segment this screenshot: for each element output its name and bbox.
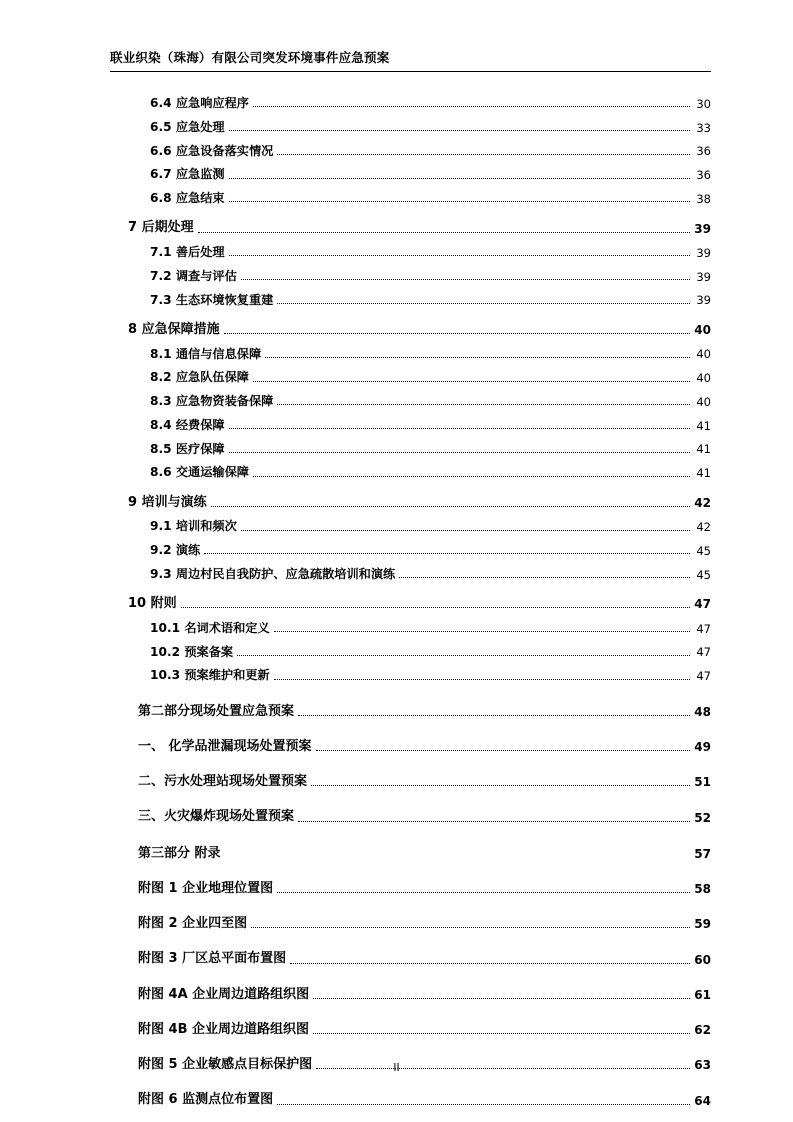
- toc-entry-label: 附图 4B 企业周边道路组织图: [138, 1021, 310, 1037]
- toc-leader-dots: [229, 130, 690, 131]
- toc-entry-label: 9.2 演练: [150, 543, 201, 557]
- toc-entry-page: 49: [694, 740, 711, 754]
- toc-entry-page: 47: [696, 669, 711, 684]
- toc-entry[interactable]: [110, 774, 711, 790]
- toc-leader-dots: [399, 577, 690, 578]
- toc-leader-dots: [181, 607, 690, 608]
- toc-entry[interactable]: [110, 370, 711, 385]
- toc-entry-page: 38: [696, 191, 711, 206]
- toc-leader-dots: [224, 333, 690, 334]
- toc-entry-label: 第二部分现场处置应急预案: [138, 703, 295, 719]
- toc-entry[interactable]: [110, 394, 711, 409]
- toc-entry[interactable]: [110, 144, 711, 159]
- toc-entry[interactable]: [110, 191, 711, 206]
- toc-entry[interactable]: [110, 596, 711, 612]
- toc-entry-page: 41: [696, 442, 711, 457]
- toc-entry[interactable]: [110, 916, 711, 932]
- toc-entry-page: 40: [696, 347, 711, 362]
- toc-entry[interactable]: [110, 881, 711, 897]
- toc-entry-label: 附图 1 企业地理位置图: [138, 880, 274, 896]
- page-header: 联业织染（珠海）有限公司突发环境事件应急预案: [110, 48, 711, 72]
- toc-entry-label: 7.2 调查与评估: [150, 268, 237, 283]
- toc-entry[interactable]: [110, 322, 711, 338]
- toc-leader-dots: [277, 303, 690, 304]
- toc-entry-page: 64: [694, 1093, 711, 1108]
- toc-entry-label: 附图 3 厂区总平面布置图: [138, 951, 287, 967]
- toc-leader-dots: [290, 963, 690, 964]
- toc-entry-page: 36: [696, 168, 711, 183]
- toc-entry-label: 6.7 应急监测: [150, 167, 225, 182]
- toc-leader-dots: [229, 178, 690, 179]
- toc-entry[interactable]: [110, 809, 711, 825]
- toc-entry-page: 33: [696, 120, 711, 135]
- toc-leader-dots: [253, 476, 690, 477]
- toc-entry-page: 57: [694, 846, 711, 861]
- toc-entry[interactable]: [110, 245, 711, 260]
- toc-leader-dots: [251, 927, 690, 928]
- toc-entry-page: 41: [696, 466, 711, 481]
- toc-leader-dots: [313, 998, 690, 999]
- toc-leader-dots: [313, 1033, 690, 1034]
- toc-leader-dots: [277, 1104, 690, 1105]
- toc-entry-label: 7.3 生态环境恢复重建: [150, 292, 274, 307]
- page-footer: II: [393, 1062, 400, 1074]
- table-of-contents: [110, 96, 711, 1109]
- toc-entry-page: 42: [694, 495, 711, 510]
- toc-entry-label: 附图 6 监测点位布置图: [138, 1092, 274, 1108]
- toc-entry-label: 6.6 应急设备落实情况: [150, 143, 274, 158]
- toc-entry[interactable]: [110, 704, 711, 720]
- toc-entry-label: 一、 化学品泄漏现场处置预案: [138, 738, 312, 754]
- toc-entry-label: 8.3 应急物资装备保障: [150, 394, 274, 408]
- toc-entry[interactable]: [110, 220, 711, 236]
- toc-leader-dots: [229, 428, 690, 429]
- toc-leader-dots: [241, 530, 690, 531]
- toc-entry[interactable]: [110, 347, 711, 362]
- toc-leader-dots: [277, 404, 690, 405]
- toc-entry[interactable]: [110, 846, 711, 862]
- toc-entry-page: 47: [694, 597, 711, 612]
- toc-leader-dots: [237, 655, 690, 656]
- toc-entry[interactable]: [110, 120, 711, 135]
- toc-leader-dots: [198, 232, 690, 233]
- toc-entry-label: 10.2 预案备案: [150, 644, 234, 659]
- toc-entry[interactable]: [110, 167, 711, 182]
- toc-entry-label: 9.1 培训和频次: [150, 519, 237, 534]
- toc-leader-dots: [241, 279, 690, 280]
- toc-entry-page: 39: [696, 245, 711, 260]
- toc-entry[interactable]: [110, 269, 711, 284]
- toc-entry-page: 63: [694, 1058, 711, 1073]
- toc-leader-dots: [277, 892, 690, 893]
- toc-entry-label: 8.2 应急队伍保障: [150, 370, 249, 385]
- toc-entry-page: 30: [696, 96, 711, 111]
- toc-leader-dots: [253, 381, 690, 382]
- toc-leader-dots: [229, 201, 690, 202]
- toc-entry-label: 6.8 应急结束: [150, 191, 225, 205]
- toc-entry-page: 61: [694, 987, 711, 1002]
- toc-entry-page: 47: [696, 621, 711, 636]
- toc-entry-label: 8.1 通信与信息保障: [150, 346, 262, 361]
- toc-entry-page: 39: [696, 293, 711, 308]
- toc-entry[interactable]: [110, 668, 711, 683]
- toc-entry[interactable]: [110, 442, 711, 457]
- toc-entry-page: 48: [694, 704, 711, 719]
- toc-entry-page: 60: [694, 952, 711, 967]
- toc-entry-label: 10.3 预案维护和更新: [150, 668, 270, 683]
- toc-leader-dots: [274, 631, 690, 632]
- toc-entry[interactable]: [110, 519, 711, 534]
- toc-entry-page: 45: [696, 543, 711, 558]
- toc-entry-label: 附图 2 企业四至图: [138, 916, 248, 931]
- toc-entry-page: 45: [696, 567, 711, 582]
- toc-entry-label: 二、污水处理站现场处置预案: [138, 774, 308, 789]
- toc-entry-label: 附图 5 企业敏感点目标保护图: [138, 1057, 313, 1072]
- toc-entry[interactable]: [110, 1022, 711, 1038]
- toc-entry[interactable]: [110, 987, 711, 1003]
- toc-entry-page: 62: [694, 1023, 711, 1037]
- toc-entry-label: 8 应急保障措施: [128, 321, 220, 337]
- toc-entry-page: 39: [696, 269, 711, 284]
- toc-entry-label: 9 培训与演练: [128, 494, 207, 510]
- toc-entry-label: 附图 4A 企业周边道路组织图: [138, 986, 310, 1002]
- toc-entry[interactable]: [110, 543, 711, 558]
- toc-entry-label: 第三部分 附录: [138, 845, 221, 861]
- toc-leader-dots: [274, 679, 690, 680]
- toc-entry-label: 10.1 名词术语和定义: [150, 620, 270, 635]
- toc-entry-label: 9.3 周边村民自我防护、应急疏散培训和演练: [150, 566, 396, 581]
- toc-entry[interactable]: [110, 645, 711, 660]
- toc-entry[interactable]: [110, 567, 711, 582]
- toc-leader-dots: [265, 357, 690, 358]
- toc-entry-label: 6.4 应急响应程序: [150, 96, 249, 110]
- toc-entry[interactable]: [110, 1092, 711, 1108]
- toc-entry-label: 7 后期处理: [128, 220, 194, 236]
- toc-entry[interactable]: [110, 621, 711, 636]
- toc-entry[interactable]: [110, 465, 711, 480]
- toc-entry-label: 8.4 经费保障: [150, 417, 225, 432]
- toc-entry[interactable]: [110, 951, 711, 967]
- toc-entry-page: 36: [696, 144, 711, 159]
- toc-entry-label: 三、火灾爆炸现场处置预案: [138, 809, 295, 825]
- toc-entry-label: 8.5 医疗保障: [150, 441, 225, 456]
- toc-entry-label: 7.1 善后处理: [150, 245, 225, 259]
- toc-entry[interactable]: [110, 418, 711, 433]
- toc-leader-dots: [204, 553, 690, 554]
- toc-entry-page: 40: [696, 371, 711, 386]
- toc-entry[interactable]: [110, 96, 711, 111]
- toc-entry-page: 58: [694, 882, 711, 896]
- toc-entry-page: 39: [694, 221, 711, 236]
- toc-entry-page: 52: [694, 810, 711, 825]
- toc-entry-page: 40: [696, 394, 711, 409]
- toc-entry-page: 40: [694, 323, 711, 337]
- toc-entry-label: 6.5 应急处理: [150, 119, 225, 134]
- toc-entry-page: 47: [696, 645, 711, 660]
- toc-leader-dots: [253, 106, 690, 107]
- toc-entry[interactable]: [110, 495, 711, 511]
- toc-leader-dots: [316, 750, 690, 751]
- toc-leader-dots: [298, 715, 690, 716]
- toc-leader-dots: [298, 821, 690, 822]
- toc-entry-label: 8.6 交通运输保障: [150, 465, 249, 480]
- toc-entry[interactable]: [110, 293, 711, 308]
- toc-leader-dots: [211, 506, 690, 507]
- toc-leader-dots: [277, 154, 690, 155]
- toc-entry-label: 10 附则: [128, 596, 177, 611]
- toc-entry-page: 42: [696, 520, 711, 535]
- toc-entry-page: 59: [694, 917, 711, 932]
- toc-leader-dots: [229, 255, 690, 256]
- toc-entry[interactable]: [110, 739, 711, 755]
- toc-leader-dots: [311, 785, 690, 786]
- toc-entry-page: 51: [694, 775, 711, 790]
- toc-leader-dots: [229, 452, 690, 453]
- toc-entry-page: 41: [696, 418, 711, 433]
